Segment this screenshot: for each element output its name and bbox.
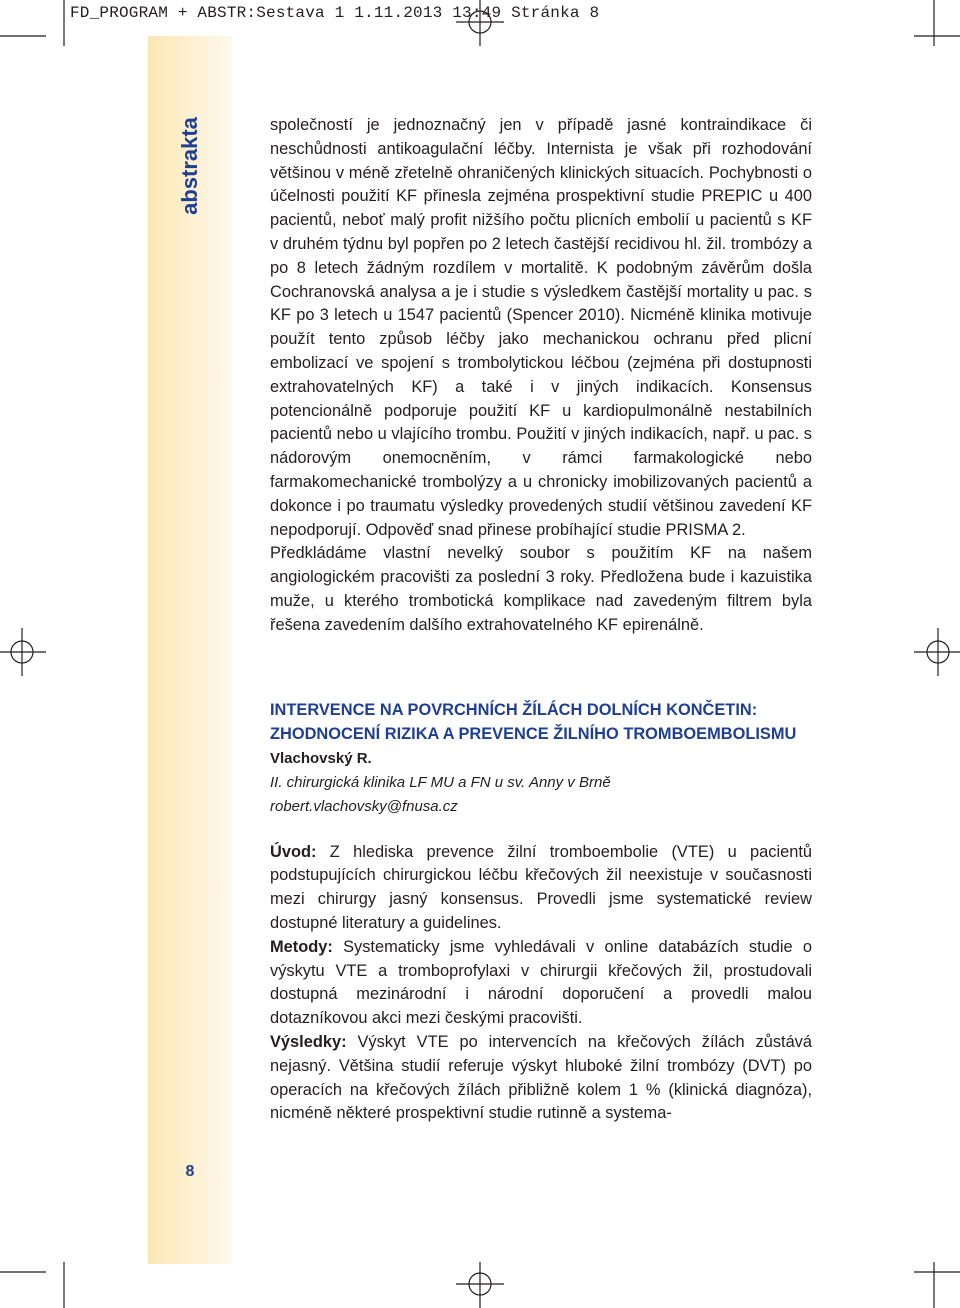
- section-methods: [270, 936, 812, 1031]
- section-label-methods: Metody:: [270, 937, 333, 956]
- body-paragraph: společností je jednoznačný jen v případě jasné kontraindikace či neschůdnosti antikoagulační léčby. Internista je však při rozhodování většinou v méně zřetelně ohraničených klinických situacích. Pochybnosti o účelnosti použití KF přinesla zejména prospektivní studie PREPIC u 400 pacientů, neboť malý profit nižšího počtu plicních embolií u pacientů s KF v druhém týdnu byl popřen po 2 letech častější recidivou hl. žil. trombózy a po 8 letech žádným rozdílem v mortalitě. K podobným závěrům došla Cochranovská analysa a je i studie s výsledkem častější mortality u pac. s KF po 3 letech u 1547 pacientů (Spencer 2010). Nicméně klinika motivuje použít tento způsob léčby jako mechanickou ochranu před plicní embolizací ve spojení s trombolytickou léčbou (zejména při dostupnosti extrahovatelných KF) a také i v jiných indikacích. Konsensus potencionálně podporuje použití KF u kardiopulmonálně nestabilních pacientů nebo u vlajícího trombu. Použití v jiných indikacích, např. u pac. s nádorovým onemocněním, v rámci farmakologické nebo farmakomechanické trombolýzy a u chronicky imobilizovaných pacientů a dokonce i po traumatu výsledky provedených studií většinou zavedení KF nepodporují. Odpověď snad přinese probíhající studie PRISMA 2.: [270, 116, 812, 539]
- page-number: 8: [185, 1163, 195, 1180]
- section-label-intro: Úvod:: [270, 842, 317, 861]
- article-affiliation: II. chirurgická klinika LF MU a FN u sv. Anny v Brně: [270, 773, 611, 791]
- section-results: [270, 1031, 812, 1126]
- main-column: [270, 114, 812, 1126]
- section-label: abstrakta: [177, 117, 202, 215]
- article-author: Vlachovský R.: [270, 749, 372, 767]
- article-email: robert.vlachovsky@fnusa.cz: [270, 797, 458, 815]
- section-label-results: Výsledky:: [270, 1032, 347, 1051]
- article-abstract: [270, 698, 812, 1127]
- section-intro: [270, 841, 812, 936]
- section-text-results: Výskyt VTE po intervencích na křečových žílách zůstává nejasný. Většina studií referuje výskyt hluboké žilní trombózy (DVT) po operacích na křečových žílách přibližně kolem 1 % (klinická diagnóza), nicméně některé prospektivní studie rutinně a systema-: [270, 1032, 812, 1123]
- section-text-intro: Z hlediska prevence žilní tromboembolie (VTE) u pacientů podstupujících chirurgickou léčbu křečových žil neexistuje v současnosti mezi chirurgy jasný konsensus. Provedli jsme systematické review dostupné literatury a guidelines.: [270, 842, 812, 932]
- section-text-methods: Systematicky jsme vyhledávali v online databázích studie o výskytu VTE a tromboprofylaxi v chirurgii křečových žil, prostudovali dostupná mezinárodní i národní doporučení a provedli malou dotazníkovou akci mezi českými pracovišti.: [270, 937, 812, 1028]
- article-title: INTERVENCE NA POVRCHNÍCH ŽÍLÁCH DOLNÍCH KONČETIN: ZHODNOCENÍ RIZIKA A PREVENCE ŽILNÍHO TROMBOEMBOLISMU: [270, 700, 797, 744]
- print-slug: FD_PROGRAM + ABSTR:Sestava 1 1.11.2013 13:49 Stránka 8: [70, 4, 600, 22]
- body-paragraph: Předkládáme vlastní nevelký soubor s použitím KF na našem angiologickém pracovišti za poslední 3 roky. Předložena bude i kazuistika muže, u kterého trombotická komplikace nad zavedeným filtrem byla řešena zavedením dalšího extrahovatelného KF epirenálně.: [270, 544, 812, 634]
